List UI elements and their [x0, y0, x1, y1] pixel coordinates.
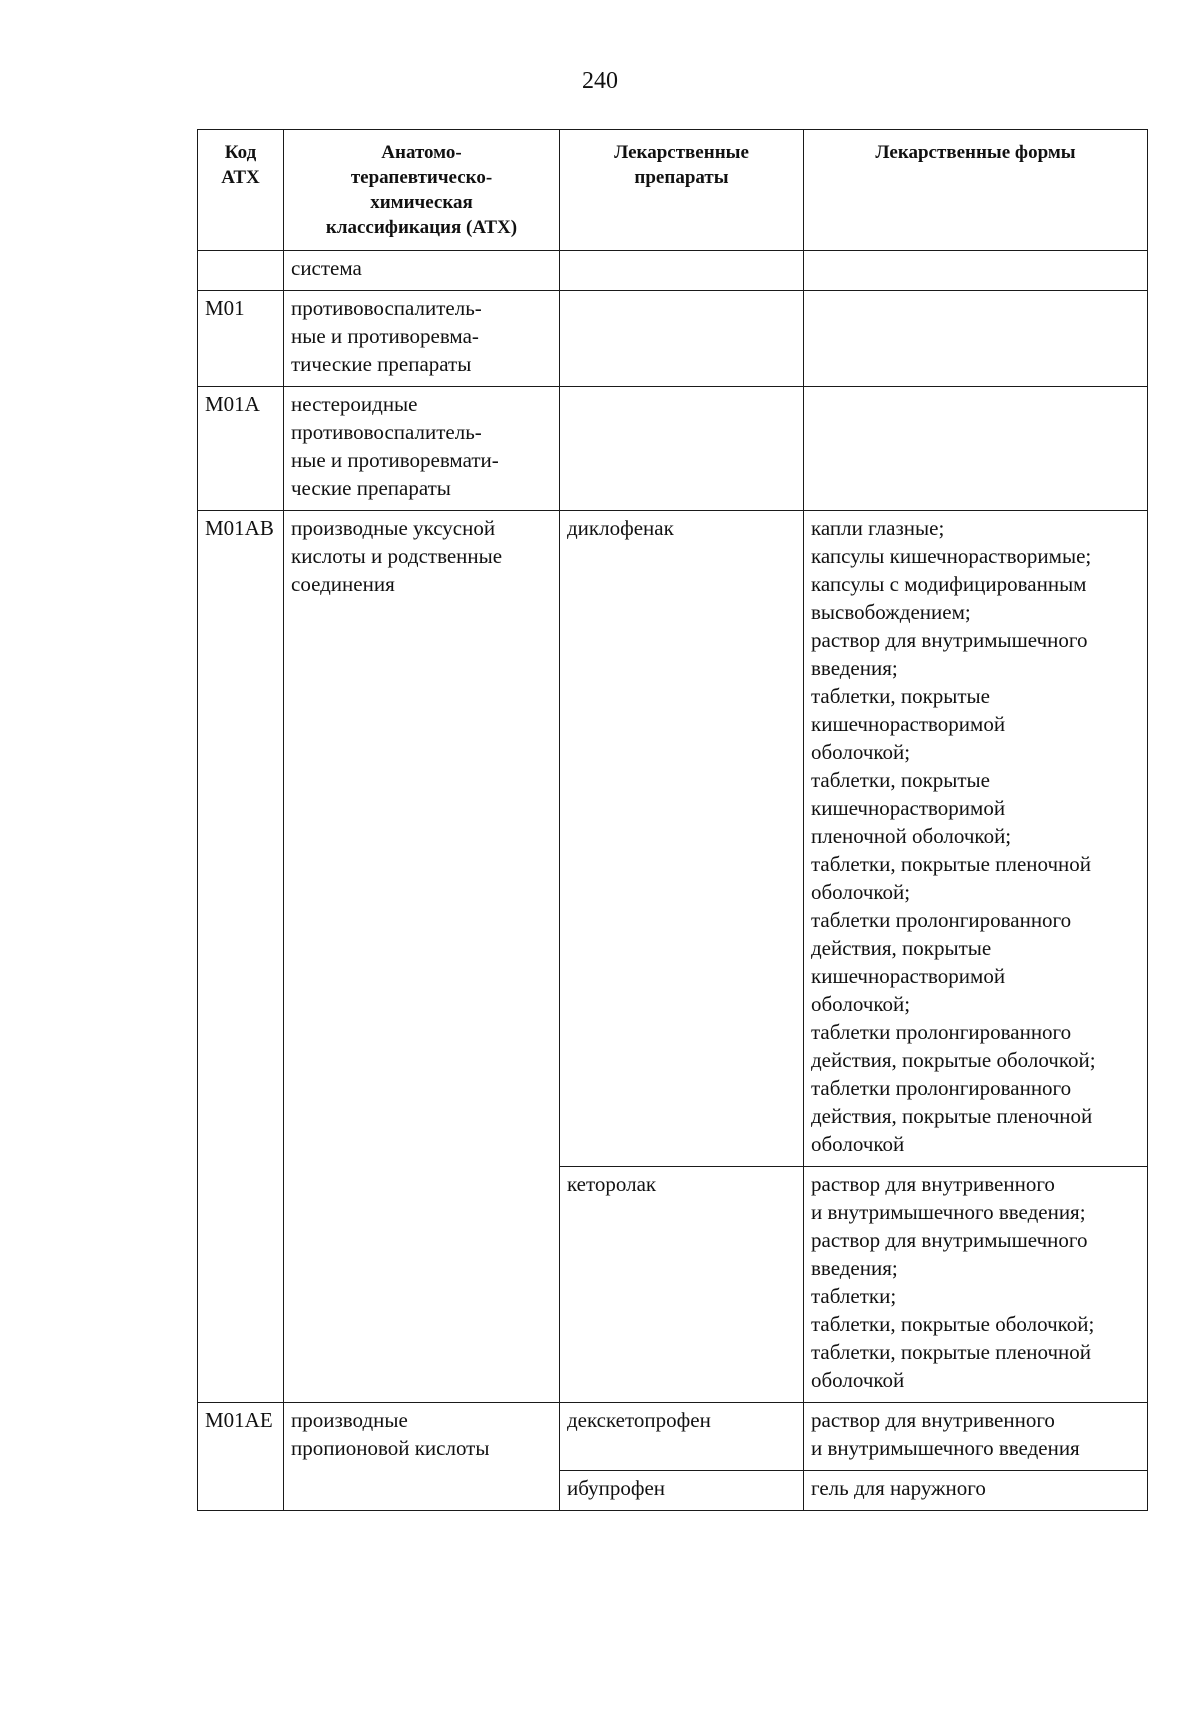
atc-table — [197, 129, 1148, 1511]
table-header-row — [198, 130, 1148, 251]
header-atc-classification: Анатомо- терапевтическо- химическая классификация (АТХ) — [284, 130, 560, 251]
drug-cell: декскетопрофен — [560, 1403, 804, 1471]
drug-cell: кеторолак — [560, 1167, 804, 1403]
drug-cell: диклофенак — [560, 511, 804, 1167]
header-atc-code: Код АТХ — [198, 130, 284, 251]
classification-cell: противовоспалитель- ные и противоревма- тические препараты — [284, 291, 560, 387]
dosage-form-cell: раствор для внутривенного и внутримышечного введения; раствор для внутримышечного введения; таблетки; таблетки, покрытые оболочкой; таблетки, покрытые пленочной оболочкой — [804, 1167, 1148, 1403]
dosage-form-cell: гель для наружного — [804, 1471, 1148, 1511]
header-dosage-forms: Лекарственные формы — [804, 130, 1148, 251]
drug-cell — [560, 251, 804, 291]
table-row — [198, 387, 1148, 511]
dosage-form-cell: капли глазные; капсулы кишечнорастворимые; капсулы с модифицированным высвобождением; раствор для внутримышечного введения; таблетки, покрытые кишечнорастворимой оболочкой; таблетки, покрытые кишечнорастворимой пленочной оболочкой; таблетки, покрытые пленочной оболочкой; таблетки пролонгированного действия, покрытые кишечнорастворимой оболочкой; таблетки пролонгированного действия, покрытые оболочкой; таблетки пролонгированного действия, покрытые пленочной оболочкой — [804, 511, 1148, 1167]
atc-code-cell: M01A — [198, 387, 284, 511]
page-number: 240 — [582, 68, 618, 94]
table-row — [198, 251, 1148, 291]
dosage-form-cell — [804, 387, 1148, 511]
dosage-form-cell: раствор для внутривенного и внутримышечного введения — [804, 1403, 1148, 1471]
table-row — [198, 1403, 1148, 1471]
drug-cell: ибупрофен — [560, 1471, 804, 1511]
dosage-form-cell — [804, 251, 1148, 291]
dosage-form-cell — [804, 291, 1148, 387]
atc-code-cell — [198, 251, 284, 291]
classification-cell: нестероидные противовоспалитель- ные и противоревмати- ческие препараты — [284, 387, 560, 511]
drug-cell — [560, 387, 804, 511]
atc-code-cell: M01AB — [198, 511, 284, 1403]
drug-cell — [560, 291, 804, 387]
table-row — [198, 291, 1148, 387]
classification-cell: производные уксусной кислоты и родственные соединения — [284, 511, 560, 1403]
classification-cell: производные пропионовой кислоты — [284, 1403, 560, 1511]
table-row — [198, 511, 1148, 1167]
atc-code-cell: M01 — [198, 291, 284, 387]
header-drugs: Лекарственные препараты — [560, 130, 804, 251]
atc-code-cell: M01AE — [198, 1403, 284, 1511]
classification-cell: система — [284, 251, 560, 291]
